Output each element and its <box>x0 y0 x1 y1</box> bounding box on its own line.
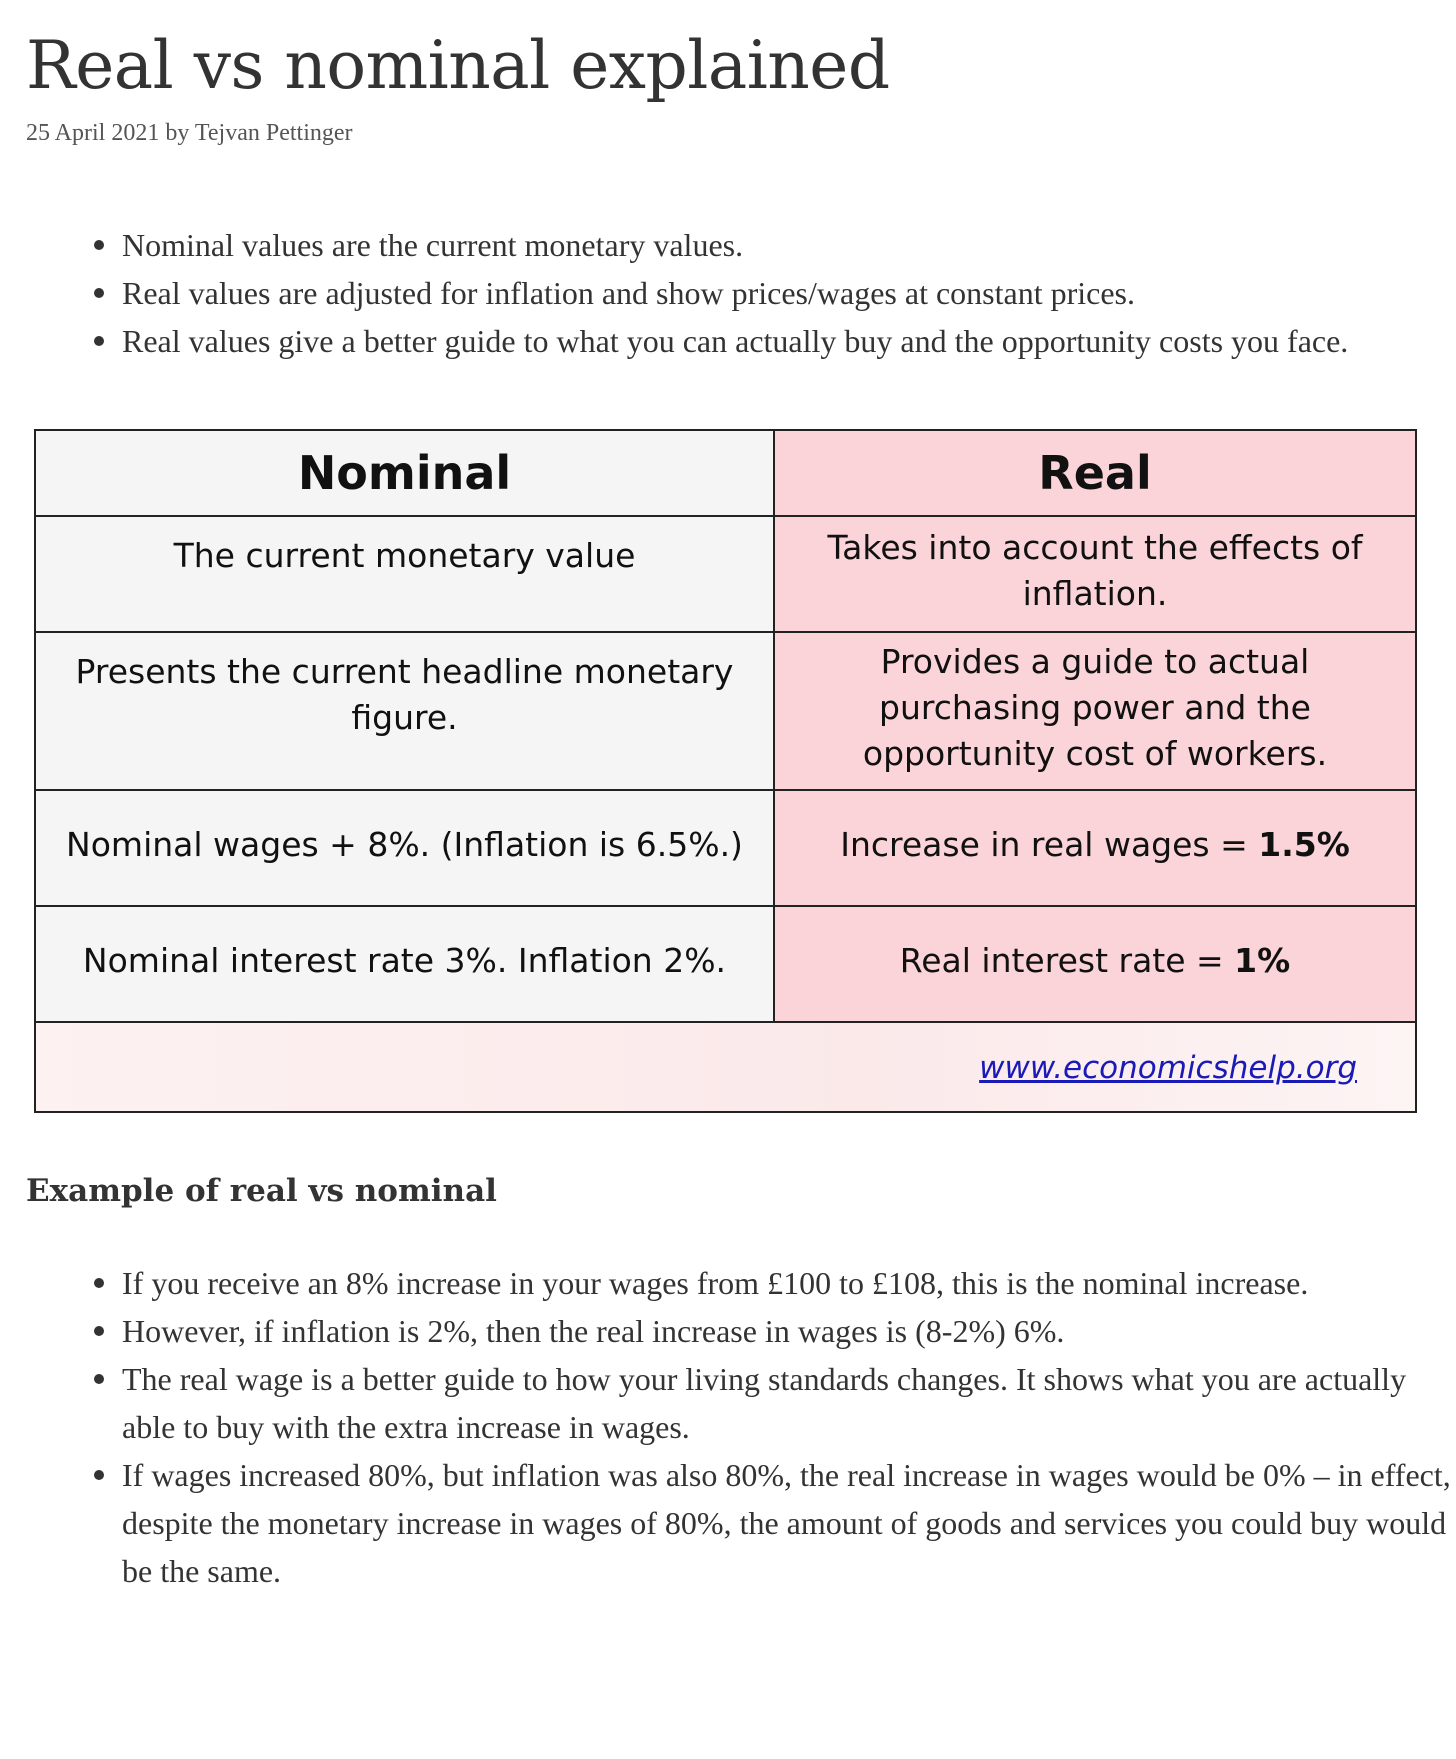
table-footer-row <box>35 1022 1416 1112</box>
intro-list <box>26 221 1442 365</box>
real-cell-text: Increase in real wages = <box>840 825 1259 864</box>
list-item-text: The real wage is a better guide to how your living standards changes. It shows what you are actually able to buy with the extra increase in wages. <box>122 1361 1407 1445</box>
table-row <box>35 632 1416 790</box>
byline: 25 April 2021 by Tejvan Pettinger <box>26 120 353 146</box>
bullet-icon <box>94 336 104 346</box>
real-cell <box>774 906 1416 1022</box>
table-row <box>35 790 1416 906</box>
nominal-cell <box>35 906 774 1022</box>
real-cell-text: Takes into account the effects of inflation. <box>827 528 1363 613</box>
section-heading: Example of real vs nominal <box>26 1173 497 1209</box>
table-row <box>35 906 1416 1022</box>
list-item <box>122 1307 1456 1355</box>
real-cell-text: Provides a guide to actual purchasing power and the opportunity cost of workers. <box>862 642 1328 773</box>
comparison-table <box>34 429 1417 1113</box>
real-cell <box>774 632 1416 790</box>
list-item-text: Real values are adjusted for inflation and show prices/wages at constant prices. <box>122 275 1135 311</box>
nominal-cell-text: Nominal wages + 8%. (Inflation is 6.5%.) <box>66 825 743 864</box>
header-nominal: Nominal <box>35 430 774 516</box>
nominal-cell-text: The current monetary value <box>173 536 636 575</box>
table-row <box>35 516 1416 632</box>
list-item <box>122 1259 1456 1307</box>
header-real: Real <box>774 430 1416 516</box>
list-item <box>122 317 1442 365</box>
bullet-icon <box>94 1470 104 1480</box>
list-item <box>122 269 1442 317</box>
bullet-icon <box>94 288 104 298</box>
real-cell <box>774 790 1416 906</box>
nominal-cell <box>35 790 774 906</box>
table-footer <box>35 1022 1416 1112</box>
list-item <box>122 1355 1456 1451</box>
table-header-row <box>35 430 1416 516</box>
real-cell-text: Real interest rate = <box>899 941 1235 980</box>
bullet-icon <box>94 1374 104 1384</box>
bullet-icon <box>94 1278 104 1288</box>
list-item-text: If you receive an 8% increase in your wages from £100 to £108, this is the nominal increase. <box>122 1265 1309 1301</box>
real-cell-value: 1.5% <box>1258 825 1350 864</box>
list-item-text: Nominal values are the current monetary values. <box>122 227 744 263</box>
page-title: Real vs nominal explained <box>26 27 890 104</box>
real-cell-value: 1% <box>1234 941 1291 980</box>
bullet-icon <box>94 240 104 250</box>
source-link[interactable]: www.economicshelp.org <box>979 1049 1357 1086</box>
list-item-text: Real values give a better guide to what you can actually buy and the opportunity costs you face. <box>122 323 1349 359</box>
nominal-cell-text: Presents the current headline monetary figure. <box>75 652 734 737</box>
real-cell <box>774 516 1416 632</box>
nominal-cell <box>35 632 774 790</box>
list-item-text: However, if inflation is 2%, then the real increase in wages is (8-2%) 6%. <box>122 1313 1065 1349</box>
nominal-cell-text: Nominal interest rate 3%. Inflation 2%. <box>82 941 727 980</box>
example-list <box>26 1259 1456 1595</box>
bullet-icon <box>94 1326 104 1336</box>
list-item-text: If wages increased 80%, but inflation was also 80%, the real increase in wages would be 0% – in effect, despite the monetary increase in wages of 80%, the amount of goods and services you could buy would be the same. <box>122 1457 1451 1589</box>
list-item <box>122 1451 1456 1595</box>
nominal-cell <box>35 516 774 632</box>
article <box>26 0 1451 1595</box>
list-item <box>122 221 1442 269</box>
